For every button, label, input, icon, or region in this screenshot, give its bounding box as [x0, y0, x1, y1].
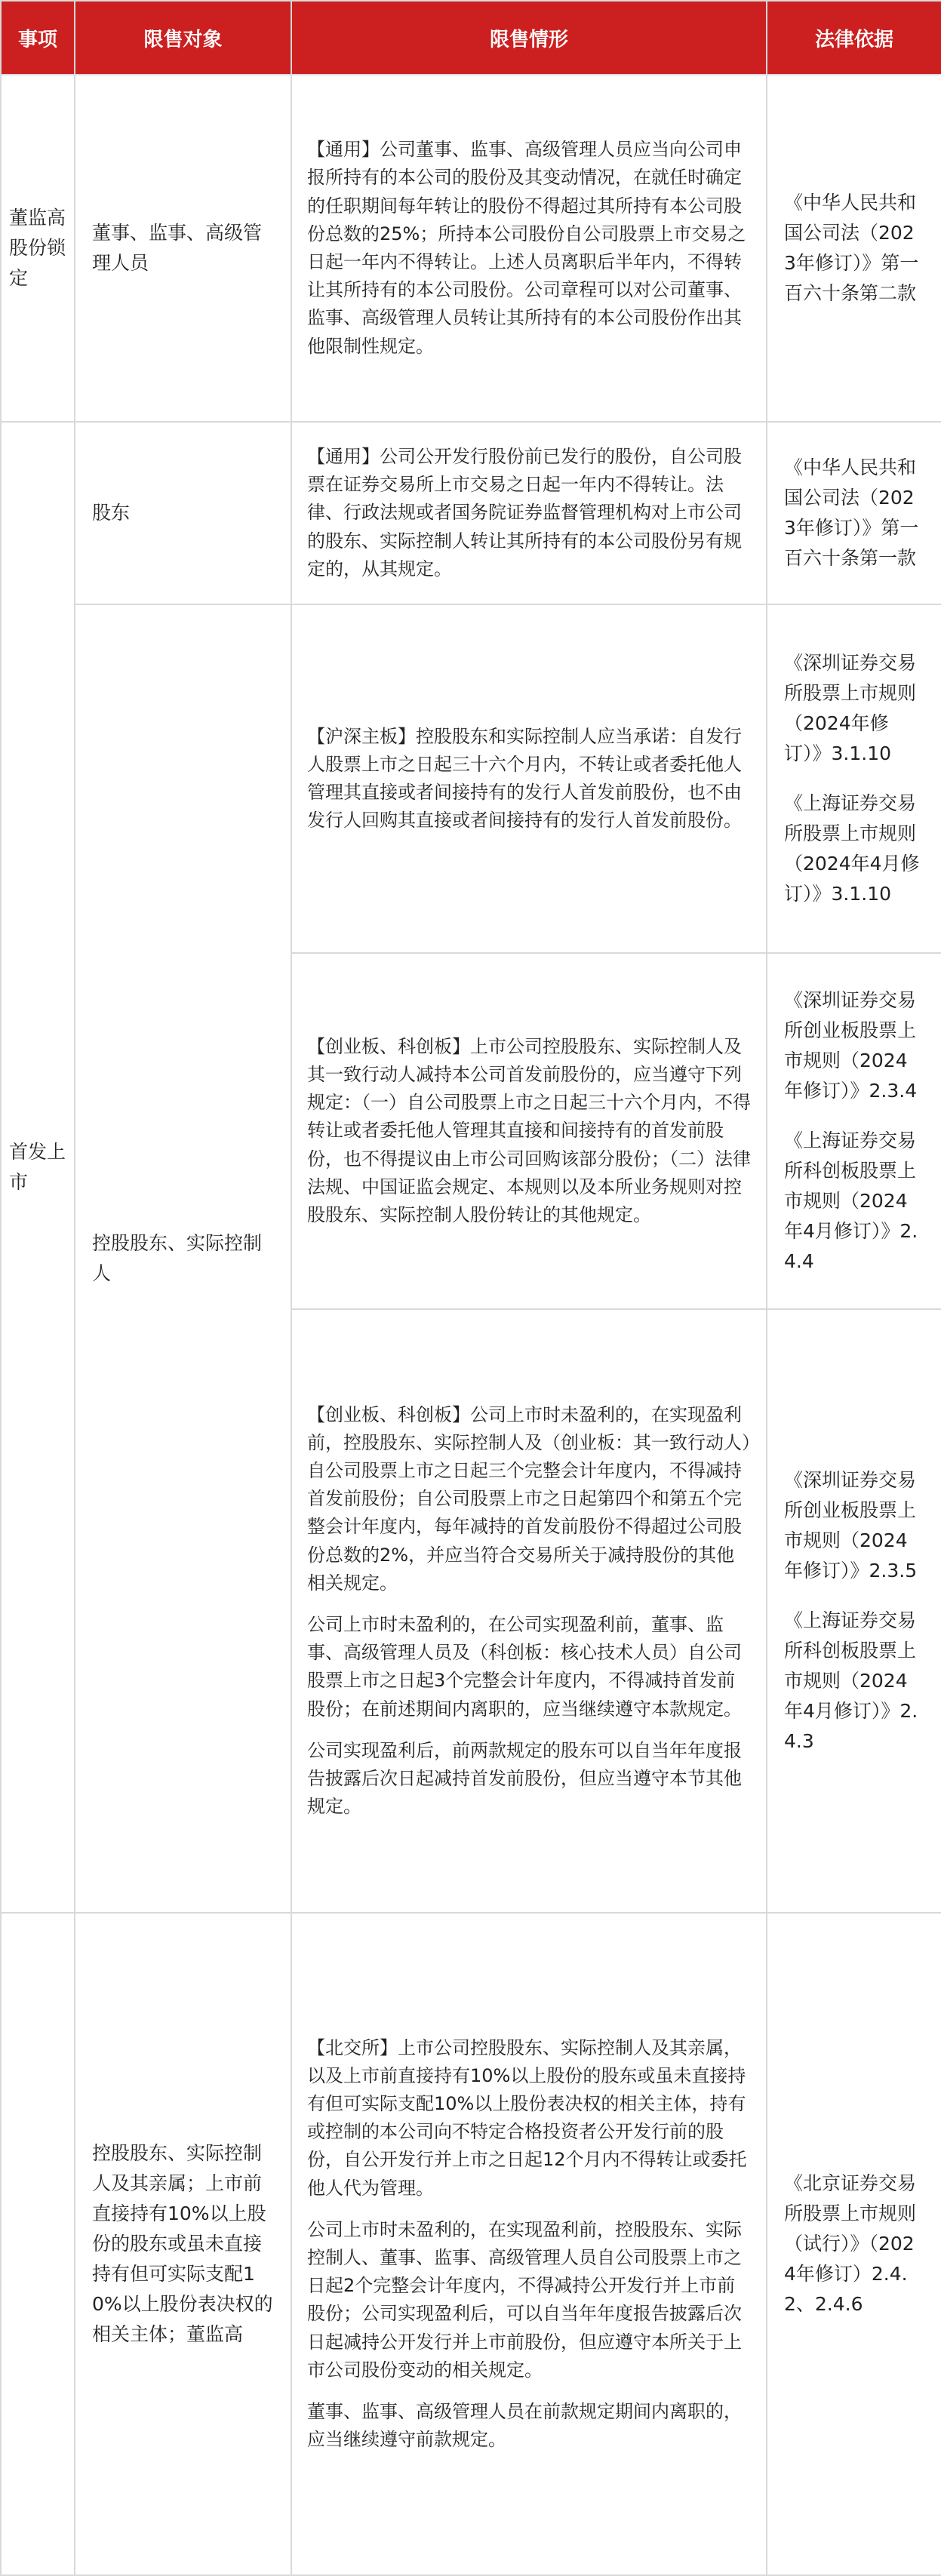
basis-paragraph: 《深圳证券交易所股票上市规则（2024年修订）》3.1.10	[784, 652, 917, 764]
situation-paragraph: 【创业板、科创板】上市公司控股股东、实际控制人及其一致行动人减持本公司首发前股份的，应当遵守下列规定：（一）自公司股票上市之日起三十六个月内，不得转让或者委托他人管理其直接和间接持有的首发前股份，也不得提议由上市公司回购该部分股份；（二）法律法规、中国证监会规定、本规则以及本所业务规则对控股股东、实际控制人股份转让的其他规定。	[307, 1035, 751, 1225]
situation-paragraph: 董事、监事、高级管理人员在前款规定期间内离职的，应当继续遵守前款规定。	[307, 2400, 742, 2451]
table-row	[1, 422, 941, 604]
subject-cell: 股东	[75, 422, 291, 604]
basis-cell	[767, 1913, 941, 2575]
subject-cell: 控股股东、实际控制人及其亲属；上市前直接持有10%以上股份的股东或虽未直接持有但可实际支配10%以上股份表决权的相关主体；董监高	[75, 1913, 291, 2575]
situation-cell	[291, 1309, 767, 1913]
basis-paragraph: 《北京证券交易所股票上市规则（试行）》（2024年修订）2.4.2、2.4.6	[784, 2172, 917, 2315]
header-item: 事项	[1, 1, 75, 75]
situation-cell	[291, 75, 767, 422]
item-cell: 董监高股份锁定	[1, 75, 75, 422]
subject-cell: 控股股东、实际控制人	[75, 604, 291, 1913]
basis-cell	[767, 953, 941, 1309]
item-cell: 首发上市	[1, 422, 75, 1913]
table-row	[1, 1913, 941, 2575]
basis-paragraph: 《深圳证券交易所创业板股票上市规则（2024年修订）》2.3.4	[784, 989, 918, 1102]
situation-paragraph: 【北交所】上市公司控股股东、实际控制人及其亲属，以及上市前直接持有10%以上股份的股东或虽未直接持有但可实际支配10%以上股份表决权的相关主体，持有或控制的本公司向不特定合格投资者公开发行前的股份，自公开发行并上市之日起12个月内不得转让或委托他人代为管理。	[307, 2037, 747, 2199]
table-row	[1, 75, 941, 422]
basis-paragraph: 《上海证券交易所科创板股票上市规则（2024年4月修订）》2.4.4	[784, 1130, 918, 1272]
basis-paragraph: 《上海证券交易所股票上市规则（2024年4月修订）》3.1.10	[784, 792, 920, 905]
basis-paragraph: 《上海证券交易所科创板股票上市规则（2024年4月修订）》2.4.3	[784, 1609, 918, 1752]
situation-cell	[291, 604, 767, 953]
basis-paragraph: 《深圳证券交易所创业板股票上市规则（2024年修订）》2.3.5	[784, 1469, 918, 1582]
situation-paragraph: 【创业板、科创板】公司上市时未盈利的，在实现盈利前，控股股东、实际控制人及（创业板：其一致行动人）自公司股票上市之日起三个完整会计年度内，不得减持首发前股份；自公司股票上市之日起第四个和第五个完整会计年度内，每年减持的首发前股份不得超过公司股份总数的2%，并应当符合交易所关于减持股份的其他相关规定。	[307, 1403, 751, 1594]
situation-cell	[291, 953, 767, 1309]
situation-cell	[291, 1913, 767, 2575]
basis-paragraph: 《中华人民共和国公司法（2023年修订）》第一百六十条第二款	[784, 192, 919, 304]
situation-paragraph: 公司实现盈利后，前两款规定的股东可以自当年年度报告披露后次日起减持首发前股份，但应当遵守本节其他规定。	[307, 1739, 742, 1818]
situation-paragraph: 公司上市时未盈利的，在公司实现盈利前，董事、监事、高级管理人员及（科创板：核心技术人员）自公司股票上市之日起3个完整会计年度内，不得减持首发前股份；在前述期间内离职的，应当继续遵守本款规定。	[307, 1614, 742, 1720]
header-subject: 限售对象	[75, 1, 291, 75]
situation-cell	[291, 422, 767, 604]
situation-paragraph: 公司上市时未盈利的，在实现盈利前，控股股东、实际控制人、董事、监事、高级管理人员自公司股票上市之日起2个完整会计年度内，不得减持公开发行并上市前股份；公司实现盈利后，可以自当年年度报告披露后次日起减持公开发行并上市前股份，但应遵守本所关于上市公司股份变动的相关规定。	[307, 2218, 742, 2381]
basis-cell	[767, 422, 941, 604]
situation-paragraph: 【沪深主板】控股股东和实际控制人应当承诺：自发行人股票上市之日起三十六个月内，不转让或者委托他人管理其直接或者间接持有的发行人首发前股份，也不由发行人回购其直接或者间接持有的发行人首发前股份。	[307, 725, 742, 832]
basis-paragraph: 《中华人民共和国公司法（2023年修订）》第一百六十条第一款	[784, 456, 919, 569]
header-basis: 法律依据	[767, 1, 941, 75]
basis-cell	[767, 1309, 941, 1913]
subject-cell: 董事、监事、高级管理人员	[75, 75, 291, 422]
situation-paragraph: 【通用】公司公开发行股份前已发行的股份，自公司股票在证券交易所上市交易之日起一年内不得转让。法律、行政法规或者国务院证券监督管理机构对上市公司的股东、实际控制人转让其所持有的本公司股份另有规定的，从其规定。	[307, 446, 742, 579]
situation-paragraph: 【通用】公司董事、监事、高级管理人员应当向公司申报所持有的本公司的股份及其变动情况，在就任时确定的任职期间每年转让的股份不得超过其所持有本公司股份总数的25%；所持本公司股份自公司股票上市交易之日起一年内不得转让。上述人员离职后半年内，不得转让其所持有的本公司股份。公司章程可以对公司董事、监事、高级管理人员转让其所持有的本公司股份作出其他限制性规定。	[307, 139, 746, 357]
table-row	[1, 604, 941, 953]
item-cell	[1, 1913, 75, 2575]
basis-cell	[767, 75, 941, 422]
table-header-row	[1, 1, 941, 75]
basis-cell	[767, 604, 941, 953]
header-situation: 限售情形	[291, 1, 767, 75]
